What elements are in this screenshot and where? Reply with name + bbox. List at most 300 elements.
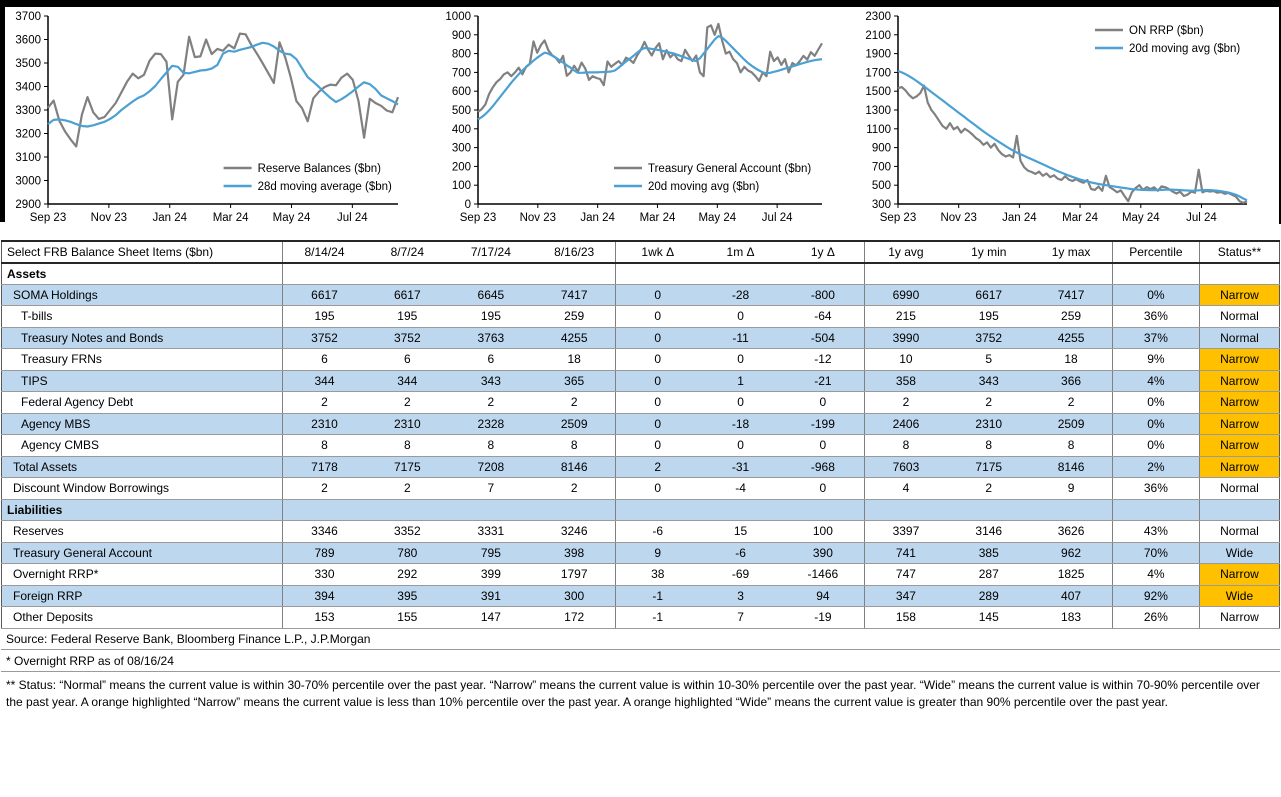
value-cell: 259 <box>533 306 616 328</box>
value-cell: 7175 <box>366 456 449 478</box>
percentile-cell: 0% <box>1112 284 1199 306</box>
value-cell: 8 <box>283 435 366 457</box>
row-label: SOMA Holdings <box>2 284 283 306</box>
x-tick-label: Jul 24 <box>761 212 793 224</box>
value-cell <box>616 499 699 521</box>
y-tick-label: 2900 <box>15 199 41 211</box>
status-cell: Wide <box>1199 542 1279 564</box>
value-cell: 391 <box>449 585 533 607</box>
value-cell: -31 <box>699 456 782 478</box>
row-label: Overnight RRP* <box>2 564 283 586</box>
value-cell: 6617 <box>283 284 366 306</box>
value-cell: 330 <box>283 564 366 586</box>
table-footer <box>1 628 1280 711</box>
value-cell: 407 <box>1030 585 1112 607</box>
status-cell <box>1199 499 1279 521</box>
percentile-cell: 9% <box>1112 349 1199 371</box>
table-row <box>2 349 1280 371</box>
value-cell: 9 <box>1030 478 1112 500</box>
legend-label: 20d moving avg ($bn) <box>1129 43 1241 55</box>
x-tick-label: Jul 24 <box>1186 212 1217 224</box>
on-rrp-chart-svg <box>852 6 1272 232</box>
column-header: 8/14/24 <box>283 241 366 263</box>
column-header: Percentile <box>1112 241 1199 263</box>
value-cell: 195 <box>449 306 533 328</box>
series-line-1 <box>48 43 398 127</box>
status-cell: Narrow <box>1199 435 1279 457</box>
value-cell: 8 <box>533 435 616 457</box>
value-cell <box>449 263 533 285</box>
y-tick-label: 3500 <box>15 58 41 70</box>
value-cell: 0 <box>782 392 864 414</box>
y-tick-label: 2100 <box>865 29 891 42</box>
column-header: 1m Δ <box>699 241 782 263</box>
value-cell: 145 <box>947 607 1030 629</box>
percentile-cell: 36% <box>1112 306 1199 328</box>
value-cell: 9 <box>616 542 699 564</box>
status-cell: Narrow <box>1199 284 1279 306</box>
x-tick-label: Jul 24 <box>337 212 368 224</box>
value-cell: 0 <box>782 435 864 457</box>
value-cell: 3990 <box>864 327 947 349</box>
status-cell: Wide <box>1199 585 1279 607</box>
overnight-rrp-footnote: * Overnight RRP as of 08/16/24 <box>1 650 1280 672</box>
x-tick-label: Sep 23 <box>29 212 67 224</box>
value-cell: 7417 <box>533 284 616 306</box>
row-label: Discount Window Borrowings <box>2 478 283 500</box>
value-cell: 195 <box>283 306 366 328</box>
value-cell: 8 <box>1030 435 1112 457</box>
reserve-balances-chart-svg <box>2 6 412 232</box>
y-tick-label: 1300 <box>865 105 891 117</box>
reserve-balances-chart <box>2 6 412 232</box>
value-cell: 2 <box>533 392 616 414</box>
percentile-cell: 43% <box>1112 521 1199 543</box>
legend-label: Reserve Balances ($bn) <box>257 163 381 175</box>
column-header: 8/7/24 <box>366 241 449 263</box>
column-header: 1y min <box>947 241 1030 263</box>
table-row <box>2 585 1280 607</box>
table-row <box>2 413 1280 435</box>
value-cell: 3752 <box>283 327 366 349</box>
status-cell: Normal <box>1199 521 1279 543</box>
value-cell: 2 <box>283 392 366 414</box>
percentile-cell: 0% <box>1112 413 1199 435</box>
legend-label: 28d moving average ($bn) <box>257 181 392 193</box>
value-cell: 10 <box>864 349 947 371</box>
value-cell <box>782 499 864 521</box>
table-row <box>2 284 1280 306</box>
value-cell: 2 <box>947 392 1030 414</box>
status-cell: Narrow <box>1199 413 1279 435</box>
value-cell: 8146 <box>533 456 616 478</box>
percentile-cell: 2% <box>1112 456 1199 478</box>
value-cell: 3331 <box>449 521 533 543</box>
value-cell: 2310 <box>947 413 1030 435</box>
row-label: Reserves <box>2 521 283 543</box>
value-cell: 1825 <box>1030 564 1112 586</box>
value-cell: 7 <box>699 607 782 629</box>
value-cell: 300 <box>533 585 616 607</box>
value-cell: 183 <box>1030 607 1112 629</box>
table-row <box>2 306 1280 328</box>
value-cell: 215 <box>864 306 947 328</box>
value-cell <box>533 263 616 285</box>
y-tick-label: 900 <box>451 29 471 42</box>
y-tick-label: 3600 <box>15 34 41 47</box>
y-tick-label: 3100 <box>15 152 41 164</box>
value-cell: 366 <box>1030 370 1112 392</box>
y-tick-label: 0 <box>464 199 471 211</box>
value-cell: 4255 <box>1030 327 1112 349</box>
percentile-cell: 37% <box>1112 327 1199 349</box>
series-line-0 <box>48 34 398 147</box>
status-cell: Normal <box>1199 306 1279 328</box>
value-cell: 7175 <box>947 456 1030 478</box>
percentile-cell <box>1112 499 1199 521</box>
value-cell: 780 <box>366 542 449 564</box>
table-row <box>2 478 1280 500</box>
value-cell: -69 <box>699 564 782 586</box>
legend-label: 20d moving avg ($bn) <box>648 181 760 193</box>
value-cell: 287 <box>947 564 1030 586</box>
y-tick-label: 300 <box>451 142 471 155</box>
row-label: Treasury FRNs <box>2 349 283 371</box>
value-cell: 398 <box>533 542 616 564</box>
value-cell: 1797 <box>533 564 616 586</box>
value-cell: -1466 <box>782 564 864 586</box>
y-tick-label: 3300 <box>15 105 41 117</box>
value-cell: 2509 <box>533 413 616 435</box>
value-cell: 6617 <box>947 284 1030 306</box>
value-cell <box>699 263 782 285</box>
source-note: Source: Federal Reserve Bank, Bloomberg Finance L.P., J.P.Morgan <box>1 628 1280 650</box>
row-label: Agency MBS <box>2 413 283 435</box>
y-tick-label: 500 <box>451 105 471 117</box>
x-tick-label: May 24 <box>272 212 311 224</box>
value-cell: 2310 <box>366 413 449 435</box>
series-line-0 <box>898 86 1247 203</box>
value-cell <box>947 263 1030 285</box>
row-label: Federal Agency Debt <box>2 392 283 414</box>
row-label: T-bills <box>2 306 283 328</box>
row-label: TIPS <box>2 370 283 392</box>
value-cell: 259 <box>1030 306 1112 328</box>
table-row <box>2 435 1280 457</box>
y-tick-label: 100 <box>451 180 471 193</box>
column-header: 7/17/24 <box>449 241 533 263</box>
value-cell: -6 <box>699 542 782 564</box>
table-row <box>2 392 1280 414</box>
value-cell <box>947 499 1030 521</box>
value-cell: 0 <box>699 392 782 414</box>
column-header: 1y max <box>1030 241 1112 263</box>
status-definition-footnote: ** Status: “Normal” means the current value is within 30-70% percentile over the past year. “Narrow” means the current value is within 10-30% percentile over the past year. “Wide” means the current value is within 70-90% percentile over the past year. A orange highlighted “Narrow” means the current value is less than 10% percentile over the past year. A orange highlighted “Wide” means the current value is greater than 90% percentile over the past year. <box>6 678 1260 709</box>
value-cell: -21 <box>782 370 864 392</box>
y-tick-label: 500 <box>871 180 891 193</box>
value-cell: 7178 <box>283 456 366 478</box>
y-tick-label: 900 <box>871 142 891 155</box>
percentile-cell: 26% <box>1112 607 1199 629</box>
table-title: Select FRB Balance Sheet Items ($bn) <box>2 241 283 263</box>
value-cell: 358 <box>864 370 947 392</box>
y-tick-label: 800 <box>451 48 471 61</box>
status-cell <box>1199 263 1279 285</box>
value-cell <box>1030 499 1112 521</box>
balance-sheet-table <box>1 240 1280 629</box>
status-cell: Narrow <box>1199 370 1279 392</box>
y-tick-label: 3400 <box>15 81 41 94</box>
value-cell <box>283 499 366 521</box>
x-tick-label: Mar 24 <box>1062 212 1098 224</box>
value-cell: 3 <box>699 585 782 607</box>
percentile-cell: 70% <box>1112 542 1199 564</box>
value-cell: 962 <box>1030 542 1112 564</box>
value-cell: 8 <box>864 435 947 457</box>
value-cell: 2 <box>1030 392 1112 414</box>
x-tick-label: Jan 24 <box>1002 212 1037 224</box>
row-label: Agency CMBS <box>2 435 283 457</box>
value-cell: -6 <box>616 521 699 543</box>
percentile-cell: 4% <box>1112 370 1199 392</box>
value-cell: 195 <box>947 306 1030 328</box>
series-line-1 <box>478 36 822 119</box>
value-cell: 344 <box>366 370 449 392</box>
value-cell <box>283 263 366 285</box>
x-tick-label: Sep 23 <box>459 212 497 224</box>
y-tick-label: 1500 <box>865 86 891 99</box>
table-header-row <box>2 241 1280 263</box>
value-cell: 365 <box>533 370 616 392</box>
table-row <box>2 607 1280 629</box>
value-cell: -64 <box>782 306 864 328</box>
value-cell: 2310 <box>283 413 366 435</box>
value-cell: 2 <box>533 478 616 500</box>
status-cell: Normal <box>1199 327 1279 349</box>
value-cell: 158 <box>864 607 947 629</box>
value-cell: 0 <box>699 349 782 371</box>
status-cell: Narrow <box>1199 392 1279 414</box>
value-cell <box>449 499 533 521</box>
value-cell: -800 <box>782 284 864 306</box>
value-cell: 385 <box>947 542 1030 564</box>
status-cell: Normal <box>1199 478 1279 500</box>
y-tick-label: 600 <box>451 86 471 99</box>
value-cell <box>864 263 947 285</box>
value-cell: 0 <box>699 435 782 457</box>
value-cell: 0 <box>616 370 699 392</box>
row-label: Liabilities <box>2 499 283 521</box>
y-tick-label: 3000 <box>15 175 41 188</box>
table-row <box>2 370 1280 392</box>
x-tick-label: Sep 23 <box>879 212 917 224</box>
y-tick-label: 400 <box>451 123 471 136</box>
value-cell: 347 <box>864 585 947 607</box>
value-cell: 6 <box>449 349 533 371</box>
value-cell: 399 <box>449 564 533 586</box>
value-cell: -28 <box>699 284 782 306</box>
table-row <box>2 542 1280 564</box>
column-header: 1y Δ <box>782 241 864 263</box>
value-cell: 7208 <box>449 456 533 478</box>
y-tick-label: 1700 <box>865 67 891 80</box>
x-tick-label: Mar 24 <box>212 212 249 224</box>
value-cell: -18 <box>699 413 782 435</box>
series-line-0 <box>478 24 822 112</box>
value-cell: 3346 <box>283 521 366 543</box>
y-tick-label: 1100 <box>866 123 891 136</box>
percentile-cell: 36% <box>1112 478 1199 500</box>
legend-label: ON RRP ($bn) <box>1129 25 1204 37</box>
row-label: Total Assets <box>2 456 283 478</box>
status-cell: Narrow <box>1199 564 1279 586</box>
y-tick-label: 3700 <box>15 11 41 23</box>
value-cell: -19 <box>782 607 864 629</box>
value-cell: 4 <box>864 478 947 500</box>
value-cell: -1 <box>616 585 699 607</box>
y-tick-label: 700 <box>451 67 471 80</box>
value-cell: 6 <box>283 349 366 371</box>
value-cell: 153 <box>283 607 366 629</box>
value-cell <box>1030 263 1112 285</box>
value-cell: 2509 <box>1030 413 1112 435</box>
treasury-general-account-chart-svg <box>434 6 844 232</box>
value-cell: 18 <box>533 349 616 371</box>
value-cell: 3626 <box>1030 521 1112 543</box>
percentile-cell: 0% <box>1112 435 1199 457</box>
status-cell: Narrow <box>1199 349 1279 371</box>
value-cell: 343 <box>947 370 1030 392</box>
table-row <box>2 327 1280 349</box>
value-cell: 0 <box>616 327 699 349</box>
row-label: Other Deposits <box>2 607 283 629</box>
value-cell: 395 <box>366 585 449 607</box>
x-tick-label: Nov 23 <box>940 212 977 224</box>
value-cell: 0 <box>699 306 782 328</box>
value-cell: 3752 <box>947 327 1030 349</box>
value-cell: 0 <box>616 284 699 306</box>
table-row <box>2 521 1280 543</box>
column-header: 8/16/23 <box>533 241 616 263</box>
on-rrp-chart <box>852 6 1272 232</box>
value-cell: 38 <box>616 564 699 586</box>
value-cell: 2 <box>283 478 366 500</box>
percentile-cell: 92% <box>1112 585 1199 607</box>
value-cell: 390 <box>782 542 864 564</box>
value-cell: -968 <box>782 456 864 478</box>
value-cell: -1 <box>616 607 699 629</box>
value-cell: -4 <box>699 478 782 500</box>
value-cell: 8 <box>449 435 533 457</box>
x-tick-label: Jan 24 <box>580 212 615 224</box>
value-cell: -11 <box>699 327 782 349</box>
value-cell: 5 <box>947 349 1030 371</box>
row-label: Treasury Notes and Bonds <box>2 327 283 349</box>
value-cell: 6990 <box>864 284 947 306</box>
column-header: 1wk Δ <box>616 241 699 263</box>
column-header: Status** <box>1199 241 1279 263</box>
value-cell: 0 <box>616 392 699 414</box>
status-cell: Narrow <box>1199 607 1279 629</box>
table-head <box>2 241 1280 263</box>
value-cell: 6617 <box>366 284 449 306</box>
treasury-general-account-chart <box>434 6 844 232</box>
value-cell: 15 <box>699 521 782 543</box>
value-cell <box>366 499 449 521</box>
value-cell: 2 <box>449 392 533 414</box>
value-cell: 0 <box>616 306 699 328</box>
y-tick-label: 2300 <box>865 11 891 23</box>
value-cell: 2 <box>366 392 449 414</box>
value-cell: 7 <box>449 478 533 500</box>
value-cell: 343 <box>449 370 533 392</box>
y-tick-label: 200 <box>451 161 471 174</box>
value-cell: 0 <box>616 413 699 435</box>
value-cell: 2 <box>616 456 699 478</box>
value-cell: 0 <box>616 349 699 371</box>
value-cell: 2 <box>947 478 1030 500</box>
value-cell: 100 <box>782 521 864 543</box>
value-cell <box>699 499 782 521</box>
value-cell <box>616 263 699 285</box>
value-cell: 0 <box>616 478 699 500</box>
value-cell: 292 <box>366 564 449 586</box>
value-cell: 8 <box>366 435 449 457</box>
legend-label: Treasury General Account ($bn) <box>648 163 812 175</box>
value-cell <box>864 499 947 521</box>
value-cell <box>533 499 616 521</box>
x-tick-label: May 24 <box>1121 212 1160 224</box>
value-cell: 94 <box>782 585 864 607</box>
value-cell: 795 <box>449 542 533 564</box>
value-cell: 18 <box>1030 349 1112 371</box>
value-cell: -504 <box>782 327 864 349</box>
value-cell: 6645 <box>449 284 533 306</box>
value-cell: 289 <box>947 585 1030 607</box>
row-label: Foreign RRP <box>2 585 283 607</box>
row-label: Assets <box>2 263 283 285</box>
value-cell: 747 <box>864 564 947 586</box>
percentile-cell: 0% <box>1112 392 1199 414</box>
y-tick-label: 1900 <box>865 48 891 61</box>
table-row <box>2 456 1280 478</box>
value-cell: 155 <box>366 607 449 629</box>
value-cell: 0 <box>782 478 864 500</box>
value-cell: 2328 <box>449 413 533 435</box>
y-tick-label: 700 <box>871 161 891 174</box>
x-tick-label: May 24 <box>698 212 737 224</box>
value-cell: 2 <box>864 392 947 414</box>
value-cell: 8 <box>947 435 1030 457</box>
percentile-cell: 4% <box>1112 564 1199 586</box>
column-header: 1y avg <box>864 241 947 263</box>
value-cell: 3146 <box>947 521 1030 543</box>
value-cell: 4255 <box>533 327 616 349</box>
table-row <box>2 564 1280 586</box>
section-row <box>2 263 1280 285</box>
value-cell: 7417 <box>1030 284 1112 306</box>
x-tick-label: Nov 23 <box>90 212 128 224</box>
value-cell: 2406 <box>864 413 947 435</box>
value-cell: 394 <box>283 585 366 607</box>
value-cell <box>366 263 449 285</box>
y-tick-label: 1000 <box>445 11 471 23</box>
value-cell: 3752 <box>366 327 449 349</box>
x-tick-label: Mar 24 <box>639 212 676 224</box>
value-cell: 2 <box>366 478 449 500</box>
section-row <box>2 499 1280 521</box>
value-cell: 172 <box>533 607 616 629</box>
